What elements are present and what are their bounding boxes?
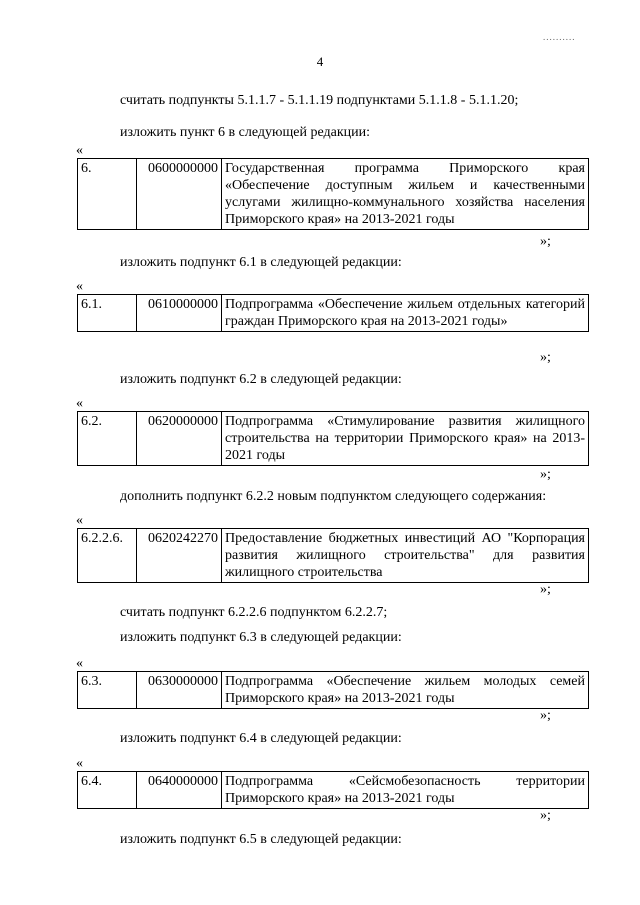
row-number: 6.3. (78, 672, 137, 709)
table-row (78, 672, 589, 709)
paragraph: изложить подпункт 6.3 в следующей редакции: (120, 630, 402, 645)
amendment-table (77, 294, 589, 332)
row-code: 0620000000 (137, 412, 222, 466)
corner-mark: .......... (543, 32, 576, 42)
quote-open: « (76, 513, 83, 528)
amendment-table (77, 158, 589, 230)
table-row (78, 295, 589, 332)
row-description: Подпрограмма «Обеспечение жильем отдельных категорий граждан Приморского края на 2013-2021 годы» (222, 295, 589, 332)
row-number: 6. (78, 159, 137, 230)
quote-close: »; (540, 708, 551, 723)
quote-close: »; (540, 467, 551, 482)
row-code: 0610000000 (137, 295, 222, 332)
paragraph: дополнить подпункт 6.2.2 новым подпунктом следующего содержания: (120, 489, 547, 504)
quote-open: « (76, 396, 83, 411)
row-description: Предоставление бюджетных инвестиций АО "Корпорация развития жилищного строительства" для развития жилищного строительства (222, 529, 589, 583)
quote-open: « (76, 756, 83, 771)
table-row (78, 412, 589, 466)
row-number: 6.2.2.6. (78, 529, 137, 583)
paragraph: изложить подпункт 6.1 в следующей редакции: (120, 255, 402, 270)
amendment-table (77, 411, 589, 466)
table-row (78, 529, 589, 583)
amendment-table (77, 671, 589, 709)
paragraph: изложить подпункт 6.4 в следующей редакции: (120, 731, 402, 746)
quote-close: »; (540, 808, 551, 823)
row-description: Подпрограмма «Стимулирование развития жилищного строительства на территории Приморского края» на 2013-2021 годы (222, 412, 589, 466)
quote-close: »; (540, 234, 551, 249)
amendment-table (77, 771, 589, 809)
paragraph: изложить подпункт 6.2 в следующей редакции: (120, 372, 402, 387)
quote-open: « (76, 143, 83, 158)
paragraph: считать подпункты 5.1.1.7 - 5.1.1.19 подпунктами 5.1.1.8 - 5.1.1.20; (120, 93, 519, 108)
row-description: Государственная программа Приморского края «Обеспечение доступным жильем и качественными услугами жилищно-коммунального хозяйства населения Приморского края» на 2013-2021 годы (222, 159, 589, 230)
row-description: Подпрограмма «Сейсмобезопасность территории Приморского края» на 2013-2021 годы (222, 772, 589, 809)
row-number: 6.2. (78, 412, 137, 466)
row-code: 0640000000 (137, 772, 222, 809)
page-number: 4 (316, 54, 324, 69)
quote-open: « (76, 656, 83, 671)
row-number: 6.4. (78, 772, 137, 809)
paragraph: изложить пункт 6 в следующей редакции: (120, 125, 370, 140)
quote-open: « (76, 279, 83, 294)
row-code: 0630000000 (137, 672, 222, 709)
quote-close: »; (540, 582, 551, 597)
row-code: 0620242270 (137, 529, 222, 583)
quote-close: »; (540, 350, 551, 365)
amendment-table (77, 528, 589, 583)
paragraph: изложить подпункт 6.5 в следующей редакции: (120, 832, 402, 847)
paragraph: считать подпункт 6.2.2.6 подпунктом 6.2.2.7; (120, 605, 388, 620)
row-code: 0600000000 (137, 159, 222, 230)
row-description: Подпрограмма «Обеспечение жильем молодых семей Приморского края» на 2013-2021 годы (222, 672, 589, 709)
row-number: 6.1. (78, 295, 137, 332)
table-row (78, 772, 589, 809)
table-row (78, 159, 589, 230)
